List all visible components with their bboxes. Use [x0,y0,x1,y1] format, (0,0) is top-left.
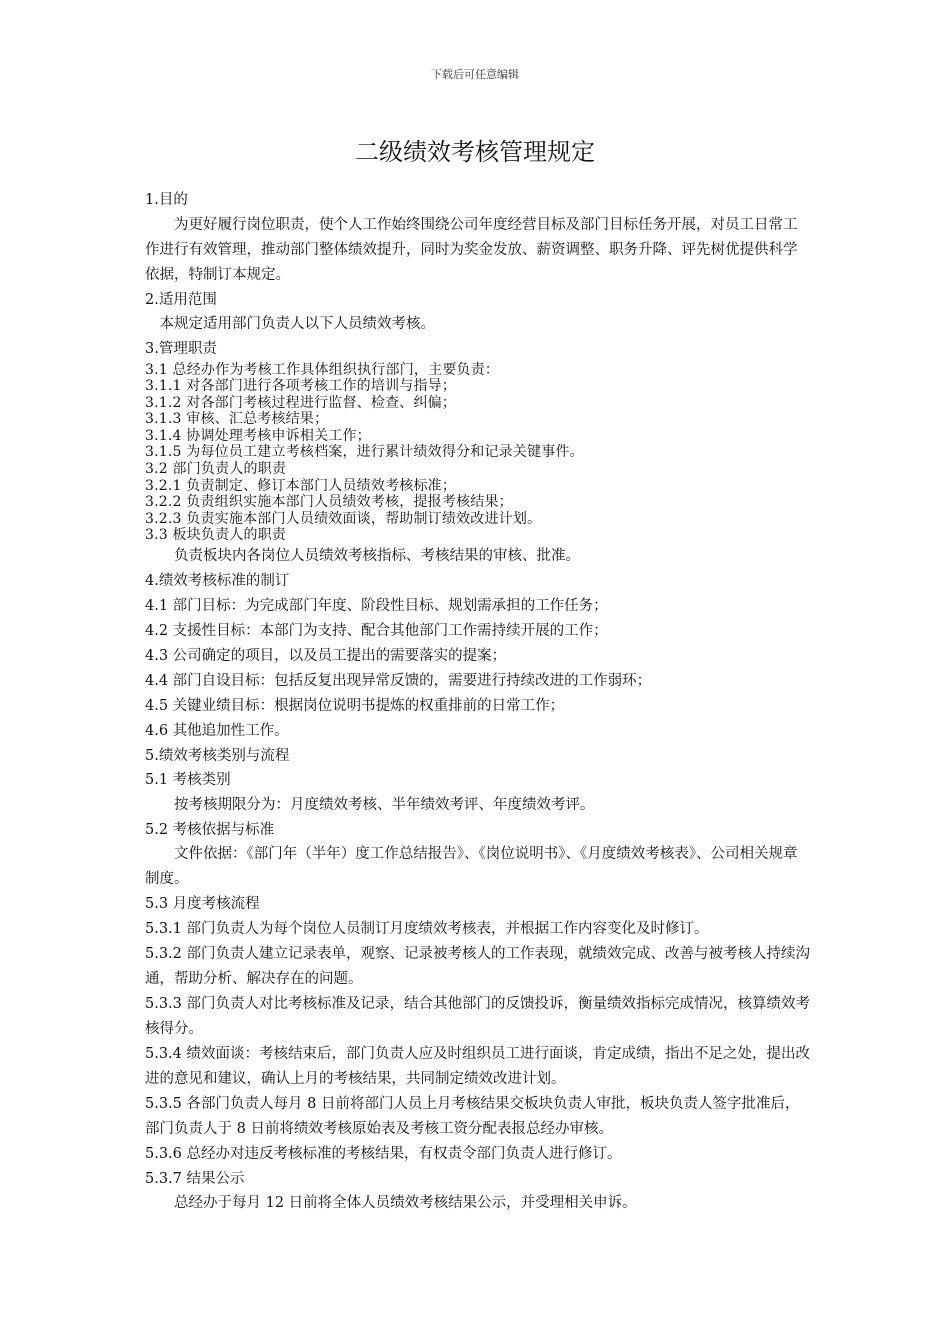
list-item: 4.5 关键业绩目标：根据岗位说明书提炼的权重排前的日常工作； [145,697,565,714]
section-heading-purpose: 1.目的 [145,192,188,208]
list-item: 3.2 部门负责人的职责 [145,461,287,478]
list-item: 3.1.1 对各部门进行各项考核工作的培训与指导； [145,378,457,395]
list-item: 3.1.5 为每位员工建立考核档案，进行累计绩效得分和记录关键事件。 [145,444,584,461]
purpose-paragraph: 为更好履行岗位职责，使个人工作始终围绕公司年度经营目标及部门目标任务开展，对员工日常工作进行有效管理，推动部门整体绩效提升，同时为奖金发放、薪资调整、职务升降、评先树优提供科学依据，特制订本规定。 [145,216,798,283]
subsection-heading-5-3-7: 5.3.7 结果公示 [145,1170,245,1187]
list-item: 4.2 支援性目标：本部门为支持、配合其他部门工作需持续开展的工作； [145,622,608,639]
subsection-5-3-7-paragraph: 总经办于每月 12 日前将全体人员绩效考核结果公示，并受理相关申诉。 [174,1195,637,1212]
list-item: 3.1.4 协调处理考核申诉相关工作； [145,427,371,444]
list-item: 4.6 其他追加性工作。 [145,722,289,739]
responsibilities-list [145,362,810,545]
subsection-heading-5-3: 5.3 月度考核流程 [145,896,260,913]
list-item: 5.3.6 总经办对违反考核标准的考核结果，有权责令部门负责人进行修订。 [145,1145,622,1162]
section-heading-process: 5.绩效考核类别与流程 [145,747,290,764]
page-header-note: 下载后可任意编辑 [431,68,519,81]
list-item: 3.2.1 负责制定、修订本部门人员绩效考核标准； [145,477,457,494]
list-item: 3.2.3 负责实施本部门人员绩效面谈，帮助制订绩效改进计划。 [145,510,542,527]
subsection-5-2-paragraph: 文件依据：《部门年（半年）度工作总结报告》、《岗位说明书》、《月度绩效考核表》、公司相关规章制度。 [145,846,798,888]
subsection-heading-5-1: 5.1 考核类别 [145,772,231,789]
subsection-5-1-paragraph: 按考核期限分为：月度绩效考核、半年绩效考评、年度绩效考评。 [174,796,595,813]
list-item: 3.1.2 对各部门考核过程进行监督、检查、纠偏； [145,394,457,411]
list-item: 4.1 部门目标：为完成部门年度、阶段性目标、规划需承担的工作任务； [145,597,608,614]
list-item: 4.4 部门自设目标：包括反复出现异常反馈的，需要进行持续改进的工作弱环； [145,672,652,689]
section-heading-standards: 4.绩效考核标准的制订 [145,573,290,590]
list-item: 5.3.1 部门负责人为每个岗位人员制订月度绩效考核表，并根据工作内容变化及时修订。 [145,920,709,937]
list-item: 5.3.5 各部门负责人每月 8 日前将部门人员上月考核结果交板块负责人审批，板块负责人签字批准后，部门负责人于 8 日前将绩效考核原始表及考核工资分配表报总经办审核。 [145,1095,800,1137]
list-item: 5.3.4 绩效面谈：考核结束后，部门负责人应及时组织员工进行面谈，肯定成绩，指出不足之处，提出改进的意见和建议，确认上月的考核结果，共同制定绩效改进计划。 [145,1045,810,1087]
scope-paragraph: 本规定适用部门负责人以下人员绩效考核。 [159,316,435,332]
section-heading-scope: 2.适用范围 [145,291,217,308]
list-item: 3.3 板块负责人的职责 [145,527,287,544]
list-item: 5.3.2 部门负责人建立记录表单，观察、记录被考核人的工作表现，就绩效完成、改善与被考核人持续沟通，帮助分析、解决存在的问题。 [145,945,810,987]
section-heading-responsibilities: 3.管理职责 [145,341,217,357]
document-title: 二级绩效考核管理规定 [355,138,595,166]
list-item: 4.3 公司确定的项目，以及员工提出的需要落实的提案； [145,647,507,664]
section-3-3-paragraph: 负责板块内各岗位人员绩效考核指标、考核结果的审核、批准。 [174,548,580,565]
list-item: 3.2.2 负责组织实施本部门人员绩效考核，提报考核结果； [145,494,513,511]
list-item: 3.1 总经办作为考核工作具体组织执行部门，主要负责： [145,361,500,378]
list-item: 5.3.3 部门负责人对比考核标准及记录，结合其他部门的反馈投诉，衡量绩效指标完成情况，核算绩效考核得分。 [145,995,810,1037]
list-item: 3.1.3 审核、汇总考核结果； [145,411,329,428]
subsection-heading-5-2: 5.2 考核依据与标准 [145,821,275,838]
document-body [145,188,810,1216]
